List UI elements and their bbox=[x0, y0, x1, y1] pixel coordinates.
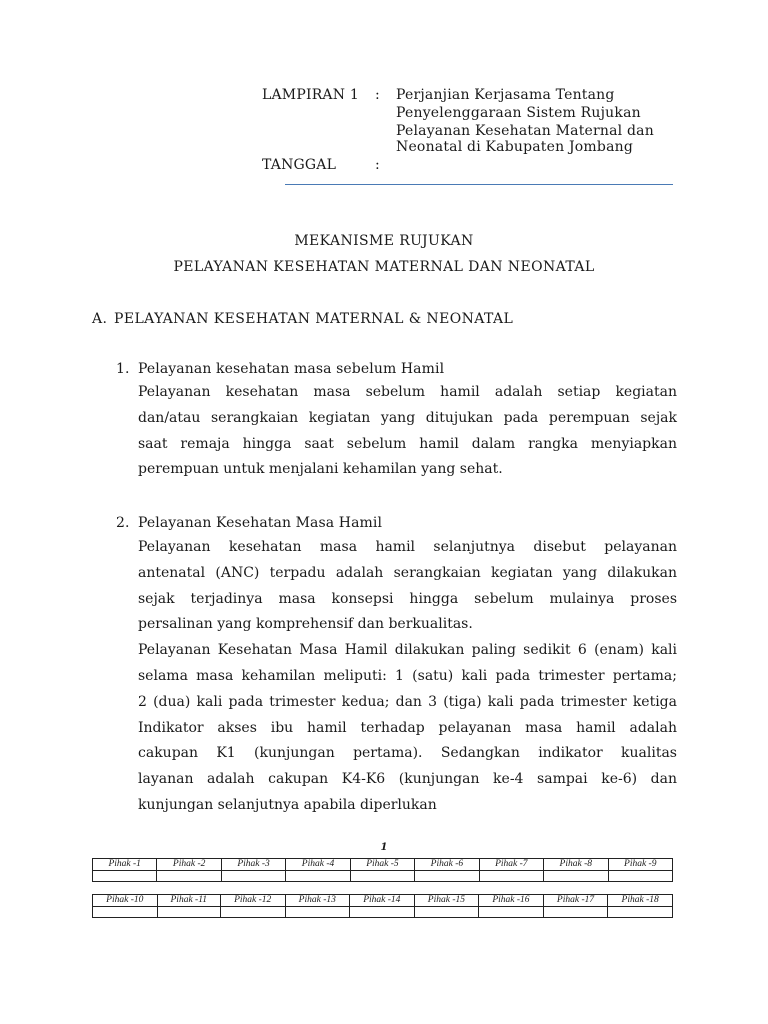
signature-party-cell: Pihak -16 bbox=[479, 895, 544, 907]
item-1-line: dan/atau serangkaian kegiatan yang ditujukan pada perempuan sejak bbox=[138, 409, 677, 426]
signature-party-cell: Pihak -4 bbox=[286, 859, 350, 871]
signature-blank-row bbox=[93, 907, 673, 918]
signature-box bbox=[93, 871, 157, 882]
section-a-heading bbox=[92, 310, 513, 328]
item-1-paragraph bbox=[138, 380, 677, 483]
signature-box bbox=[285, 907, 350, 918]
signature-box bbox=[543, 907, 608, 918]
item-2-line: layanan adalah cakupan K4-K6 (kunjungan ke-4 sampai ke-6) dan bbox=[138, 771, 677, 788]
item-2-line: Pelayanan Kesehatan Masa Hamil dilakukan paling sedikit 6 (enam) kali bbox=[138, 642, 677, 659]
signature-party-cell: Pihak -1 bbox=[93, 859, 157, 871]
signature-header-row bbox=[93, 859, 673, 871]
signature-box bbox=[157, 907, 220, 918]
item-2-line: Indikator akses ibu hamil terhadap pelayanan masa hamil adalah bbox=[138, 719, 677, 736]
signature-party-cell: Pihak -13 bbox=[285, 895, 350, 907]
signature-box bbox=[479, 907, 544, 918]
lampiran-colon: : bbox=[375, 87, 380, 103]
signature-party-cell: Pihak -15 bbox=[414, 895, 479, 907]
signature-party-cell: Pihak -18 bbox=[608, 895, 673, 907]
section-a-title: PELAYANAN KESEHATAN MATERNAL & NEONATAL bbox=[114, 311, 514, 327]
signature-party-cell: Pihak -2 bbox=[157, 859, 221, 871]
signature-table-1 bbox=[92, 858, 673, 882]
signature-box bbox=[479, 871, 543, 882]
item-2-line: persalinan yang komprehensif dan berkualitas. bbox=[138, 616, 473, 633]
signature-box bbox=[414, 907, 479, 918]
signature-party-cell: Pihak -7 bbox=[479, 859, 543, 871]
item-1-heading bbox=[116, 360, 444, 378]
document-title: MEKANISME RUJUKAN bbox=[294, 233, 474, 249]
item-2-number: 2. bbox=[116, 515, 130, 531]
signature-party-cell: Pihak -9 bbox=[608, 859, 673, 871]
item-2-line: Pelayanan kesehatan masa hamil selanjutnya disebut pelayanan bbox=[138, 539, 677, 555]
lampiran-line-1: Perjanjian Kerjasama Tentang bbox=[396, 87, 615, 103]
item-2-line: cakupan K1 (kunjungan pertama). Sedangkan indikator kualitas bbox=[138, 745, 677, 762]
signature-box bbox=[286, 871, 350, 882]
lampiran-line-2: Penyelenggaraan Sistem Rujukan bbox=[396, 105, 641, 121]
signature-party-cell: Pihak -12 bbox=[220, 895, 285, 907]
item-2-line: selama masa kehamilan meliputi: 1 (satu) kali pada trimester pertama; bbox=[138, 667, 677, 684]
signature-box bbox=[608, 907, 673, 918]
signature-header-row bbox=[93, 895, 673, 907]
item-2-heading bbox=[116, 514, 382, 532]
lampiran-line-4: Neonatal di Kabupaten Jombang bbox=[396, 139, 633, 155]
signature-party-cell: Pihak -8 bbox=[544, 859, 608, 871]
signature-party-cell: Pihak -17 bbox=[543, 895, 608, 907]
signature-box bbox=[221, 871, 285, 882]
item-2-title: Pelayanan Kesehatan Masa Hamil bbox=[138, 515, 383, 531]
signature-blank-row bbox=[93, 871, 673, 882]
signature-party-cell: Pihak -11 bbox=[157, 895, 220, 907]
signature-box bbox=[544, 871, 608, 882]
page-number: 1 bbox=[380, 842, 388, 853]
item-2-paragraph bbox=[138, 535, 677, 819]
item-2-line: sejak terjadinya masa konsepsi hingga sebelum mulainya proses bbox=[138, 590, 677, 607]
item-1-number: 1. bbox=[116, 361, 130, 377]
lampiran-line-3: Pelayanan Kesehatan Maternal dan bbox=[396, 123, 654, 139]
item-1-line: saat remaja hingga saat sebelum hamil dalam rangka menyiapkan bbox=[138, 435, 677, 452]
item-1-title: Pelayanan kesehatan masa sebelum Hamil bbox=[138, 361, 445, 377]
signature-box bbox=[350, 907, 415, 918]
item-2-line: antenatal (ANC) terpadu adalah serangkaian kegiatan yang dilakukan bbox=[138, 564, 677, 581]
tanggal-colon: : bbox=[375, 157, 380, 173]
signature-party-cell: Pihak -10 bbox=[93, 895, 158, 907]
signature-box bbox=[220, 907, 285, 918]
signature-party-cell: Pihak -5 bbox=[350, 859, 414, 871]
signature-box bbox=[608, 871, 673, 882]
signature-party-cell: Pihak -14 bbox=[350, 895, 415, 907]
item-2-line: 2 (dua) kali pada trimester kedua; dan 3 (tiga) kali pada trimester ketiga bbox=[138, 693, 677, 710]
document-subtitle: PELAYANAN KESEHATAN MATERNAL DAN NEONATAL bbox=[173, 259, 595, 275]
item-1-line: perempuan untuk menjalani kehamilan yang sehat. bbox=[138, 461, 503, 478]
signature-box bbox=[350, 871, 414, 882]
item-2-line: kunjungan selanjutnya apabila diperlukan bbox=[138, 796, 437, 813]
tanggal-label: TANGGAL bbox=[262, 157, 337, 173]
signature-box bbox=[415, 871, 479, 882]
signature-box bbox=[93, 907, 158, 918]
section-a-letter: A. bbox=[92, 311, 108, 327]
signature-box bbox=[157, 871, 221, 882]
lampiran-label: LAMPIRAN 1 bbox=[262, 87, 359, 103]
signature-table-2 bbox=[92, 894, 673, 918]
signature-party-cell: Pihak -6 bbox=[415, 859, 479, 871]
item-1-line: Pelayanan kesehatan masa sebelum hamil adalah setiap kegiatan bbox=[138, 384, 677, 400]
header-divider bbox=[285, 184, 673, 185]
signature-party-cell: Pihak -3 bbox=[221, 859, 285, 871]
